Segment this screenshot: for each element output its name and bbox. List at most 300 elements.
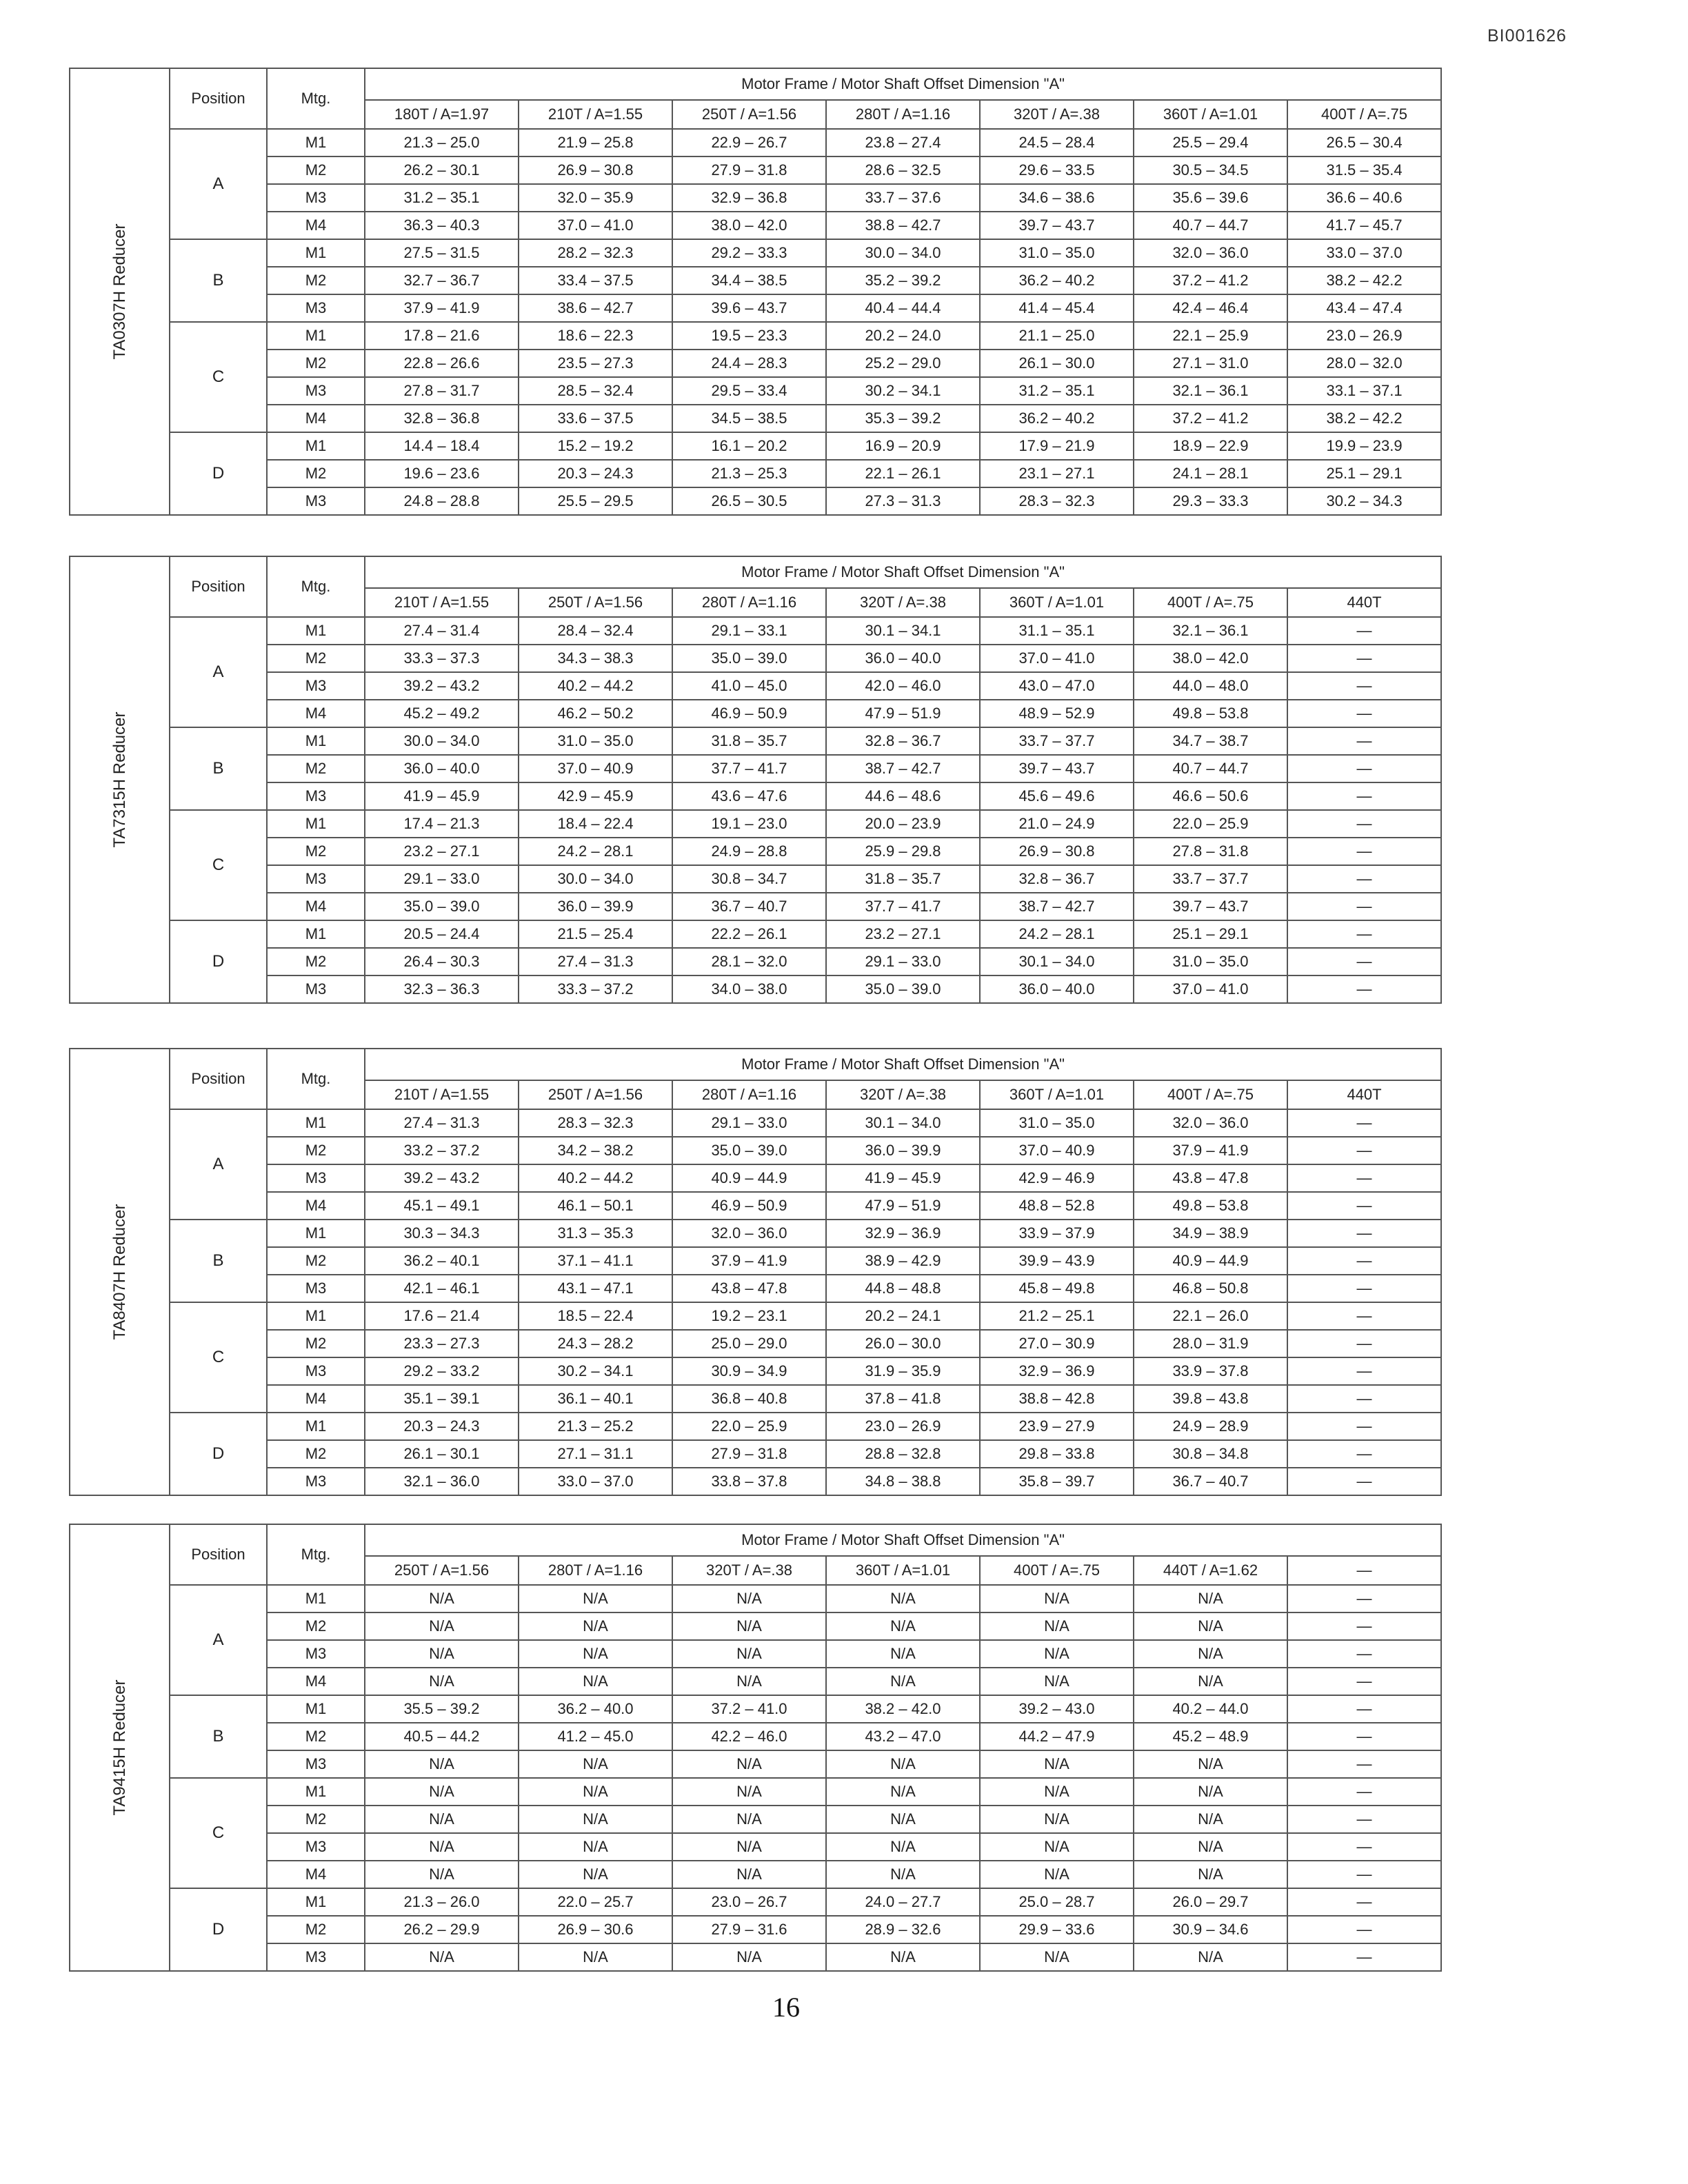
frame-header: 360T / A=1.01 bbox=[980, 588, 1134, 617]
dimension-cell: N/A bbox=[365, 1943, 519, 1971]
mtg-cell: M3 bbox=[267, 1357, 365, 1385]
dimension-cell: 32.7 – 36.7 bbox=[365, 267, 519, 294]
mtg-cell: M3 bbox=[267, 1943, 365, 1971]
dimension-cell: 25.0 – 28.7 bbox=[980, 1888, 1134, 1916]
dimension-cell: 37.2 – 41.2 bbox=[1134, 405, 1287, 432]
table-row bbox=[70, 1806, 1441, 1833]
frame-header: 400T / A=.75 bbox=[980, 1556, 1134, 1585]
dimension-cell: 40.2 – 44.0 bbox=[1134, 1695, 1287, 1723]
dimension-cell: 40.4 – 44.4 bbox=[826, 294, 980, 322]
table-row bbox=[70, 782, 1441, 810]
dimension-cell: N/A bbox=[1134, 1833, 1287, 1861]
dimension-cell: 42.2 – 46.0 bbox=[672, 1723, 826, 1750]
dimension-cell: 34.7 – 38.7 bbox=[1134, 727, 1287, 755]
dimension-cell: 34.6 – 38.6 bbox=[980, 184, 1134, 212]
position-cell: C bbox=[170, 1302, 267, 1413]
position-cell: B bbox=[170, 239, 267, 322]
table-row bbox=[70, 672, 1441, 700]
dimension-cell: 32.8 – 36.8 bbox=[365, 405, 519, 432]
table-row bbox=[70, 1220, 1441, 1247]
dimension-cell: N/A bbox=[519, 1943, 672, 1971]
dimension-cell: N/A bbox=[365, 1612, 519, 1640]
dimension-cell: 30.9 – 34.9 bbox=[672, 1357, 826, 1385]
dimension-cell: 27.0 – 30.9 bbox=[980, 1330, 1134, 1357]
frame-header: 210T / A=1.55 bbox=[365, 1080, 519, 1109]
dimension-cell: 39.7 – 43.7 bbox=[980, 755, 1134, 782]
frame-header: — bbox=[1287, 1556, 1441, 1585]
reducer-table bbox=[69, 1524, 1441, 1972]
mtg-cell: M2 bbox=[267, 1806, 365, 1833]
frame-header: 360T / A=1.01 bbox=[826, 1556, 980, 1585]
table-row bbox=[70, 1302, 1441, 1330]
dimension-cell: 38.7 – 42.7 bbox=[980, 893, 1134, 920]
position-cell: D bbox=[170, 920, 267, 1003]
dimension-cell: — bbox=[1287, 700, 1441, 727]
position-cell: B bbox=[170, 1220, 267, 1302]
dimension-cell: 33.9 – 37.9 bbox=[980, 1220, 1134, 1247]
table-row bbox=[70, 1192, 1441, 1220]
position-cell: A bbox=[170, 129, 267, 239]
table-row bbox=[70, 1164, 1441, 1192]
table-row bbox=[70, 267, 1441, 294]
table-row bbox=[70, 1413, 1441, 1440]
dimension-cell: 36.7 – 40.7 bbox=[1134, 1468, 1287, 1495]
mtg-cell: M2 bbox=[267, 1137, 365, 1164]
dimension-cell: 28.0 – 31.9 bbox=[1134, 1330, 1287, 1357]
dimension-cell: N/A bbox=[980, 1640, 1134, 1668]
dimension-cell: 38.0 – 42.0 bbox=[1134, 645, 1287, 672]
dimension-cell: 32.9 – 36.8 bbox=[672, 184, 826, 212]
dimension-cell: 29.1 – 33.0 bbox=[826, 948, 980, 975]
dimension-cell: 36.0 – 40.0 bbox=[980, 975, 1134, 1003]
dimension-cell: 36.0 – 40.0 bbox=[826, 645, 980, 672]
dimension-cell: 19.1 – 23.0 bbox=[672, 810, 826, 838]
dimension-cell: 14.4 – 18.4 bbox=[365, 432, 519, 460]
mtg-cell: M2 bbox=[267, 1916, 365, 1943]
dimension-cell: 46.2 – 50.2 bbox=[519, 700, 672, 727]
dimension-cell: — bbox=[1287, 1137, 1441, 1164]
dimension-cell: 38.2 – 42.0 bbox=[826, 1695, 980, 1723]
dimension-cell: 28.5 – 32.4 bbox=[519, 377, 672, 405]
table-row bbox=[70, 1109, 1441, 1137]
dimension-cell: 30.8 – 34.7 bbox=[672, 865, 826, 893]
dimension-cell: 28.8 – 32.8 bbox=[826, 1440, 980, 1468]
table-row bbox=[70, 1861, 1441, 1888]
table-row bbox=[70, 865, 1441, 893]
dimension-cell: 42.0 – 46.0 bbox=[826, 672, 980, 700]
dimension-cell: — bbox=[1287, 1723, 1441, 1750]
dimension-cell: 35.0 – 39.0 bbox=[826, 975, 980, 1003]
dimension-cell: 39.6 – 43.7 bbox=[672, 294, 826, 322]
dimension-cell: 17.8 – 21.6 bbox=[365, 322, 519, 350]
table-row bbox=[70, 1275, 1441, 1302]
dimension-cell: 22.8 – 26.6 bbox=[365, 350, 519, 377]
frame-header: 320T / A=.38 bbox=[826, 588, 980, 617]
dimension-cell: 19.2 – 23.1 bbox=[672, 1302, 826, 1330]
dimension-cell: N/A bbox=[672, 1612, 826, 1640]
table-row bbox=[70, 1695, 1441, 1723]
dimension-cell: 17.4 – 21.3 bbox=[365, 810, 519, 838]
table-row bbox=[70, 377, 1441, 405]
dimension-cell: 42.4 – 46.4 bbox=[1134, 294, 1287, 322]
dimension-cell: 26.1 – 30.1 bbox=[365, 1440, 519, 1468]
dimension-cell: 18.6 – 22.3 bbox=[519, 322, 672, 350]
dimension-cell: 21.3 – 26.0 bbox=[365, 1888, 519, 1916]
frame-header: 250T / A=1.56 bbox=[672, 100, 826, 129]
dimension-table bbox=[69, 556, 1442, 1004]
dimension-cell: 27.4 – 31.3 bbox=[519, 948, 672, 975]
dimension-cell: 31.0 – 35.0 bbox=[980, 1109, 1134, 1137]
dimension-cell: 27.4 – 31.4 bbox=[365, 617, 519, 645]
dimension-cell: N/A bbox=[1134, 1943, 1287, 1971]
dimension-cell: N/A bbox=[826, 1833, 980, 1861]
mtg-cell: M1 bbox=[267, 1888, 365, 1916]
dimension-cell: 33.0 – 37.0 bbox=[519, 1468, 672, 1495]
frame-header: 440T / A=1.62 bbox=[1134, 1556, 1287, 1585]
dimension-cell: 43.8 – 47.8 bbox=[672, 1275, 826, 1302]
dimension-cell: 46.9 – 50.9 bbox=[672, 1192, 826, 1220]
dimension-cell: 32.3 – 36.3 bbox=[365, 975, 519, 1003]
dimension-cell: 32.9 – 36.9 bbox=[826, 1220, 980, 1247]
dimension-cell: 25.1 – 29.1 bbox=[1134, 920, 1287, 948]
frame-header: 400T / A=.75 bbox=[1134, 1080, 1287, 1109]
frame-header: 440T bbox=[1287, 1080, 1441, 1109]
table-row bbox=[70, 1723, 1441, 1750]
dimension-cell: — bbox=[1287, 1302, 1441, 1330]
dimension-cell: 32.0 – 35.9 bbox=[519, 184, 672, 212]
dimension-cell: 26.9 – 30.8 bbox=[980, 838, 1134, 865]
table-row bbox=[70, 1916, 1441, 1943]
dimension-cell: N/A bbox=[826, 1861, 980, 1888]
position-cell: D bbox=[170, 1888, 267, 1971]
dimension-cell: 40.2 – 44.2 bbox=[519, 672, 672, 700]
mtg-cell: M4 bbox=[267, 1668, 365, 1695]
mtg-cell: M2 bbox=[267, 1440, 365, 1468]
dimension-cell: 39.9 – 43.9 bbox=[980, 1247, 1134, 1275]
frame-header: 320T / A=.38 bbox=[826, 1080, 980, 1109]
dimension-cell: 40.2 – 44.2 bbox=[519, 1164, 672, 1192]
position-cell: B bbox=[170, 727, 267, 810]
frame-group-header: Motor Frame / Motor Shaft Offset Dimension "A" bbox=[365, 1049, 1441, 1080]
dimension-cell: 31.9 – 35.9 bbox=[826, 1357, 980, 1385]
dimension-cell: 32.0 – 36.0 bbox=[672, 1220, 826, 1247]
dimension-cell: 28.9 – 32.6 bbox=[826, 1916, 980, 1943]
dimension-cell: 29.1 – 33.0 bbox=[672, 1109, 826, 1137]
position-cell: C bbox=[170, 1778, 267, 1888]
dimension-cell: 35.5 – 39.2 bbox=[365, 1695, 519, 1723]
dimension-cell: 21.2 – 25.1 bbox=[980, 1302, 1134, 1330]
mtg-cell: M2 bbox=[267, 645, 365, 672]
dimension-cell: — bbox=[1287, 838, 1441, 865]
dimension-cell: 41.7 – 45.7 bbox=[1287, 212, 1441, 239]
dimension-cell: — bbox=[1287, 1916, 1441, 1943]
dimension-cell: 39.2 – 43.0 bbox=[980, 1695, 1134, 1723]
mtg-cell: M1 bbox=[267, 239, 365, 267]
reducer-label-cell bbox=[70, 556, 170, 1003]
frame-header: 280T / A=1.16 bbox=[519, 1556, 672, 1585]
dimension-cell: 36.3 – 40.3 bbox=[365, 212, 519, 239]
dimension-cell: 24.8 – 28.8 bbox=[365, 487, 519, 515]
dimension-cell: 30.9 – 34.6 bbox=[1134, 1916, 1287, 1943]
dimension-cell: N/A bbox=[365, 1833, 519, 1861]
dimension-cell: N/A bbox=[672, 1806, 826, 1833]
dimension-cell: 21.3 – 25.3 bbox=[672, 460, 826, 487]
dimension-cell: 24.9 – 28.9 bbox=[1134, 1413, 1287, 1440]
dimension-cell: 29.2 – 33.2 bbox=[365, 1357, 519, 1385]
reducer-label-cell bbox=[70, 1524, 170, 1971]
table-row bbox=[70, 1137, 1441, 1164]
dimension-cell: 43.4 – 47.4 bbox=[1287, 294, 1441, 322]
dimension-cell: N/A bbox=[826, 1778, 980, 1806]
dimension-cell: 38.2 – 42.2 bbox=[1287, 405, 1441, 432]
dimension-cell: N/A bbox=[519, 1861, 672, 1888]
dimension-cell: — bbox=[1287, 1192, 1441, 1220]
dimension-cell: 25.9 – 29.8 bbox=[826, 838, 980, 865]
dimension-cell: 44.6 – 48.6 bbox=[826, 782, 980, 810]
dimension-cell: 28.3 – 32.3 bbox=[980, 487, 1134, 515]
table-row bbox=[70, 1440, 1441, 1468]
dimension-cell: 41.9 – 45.9 bbox=[365, 782, 519, 810]
dimension-cell: 31.0 – 35.0 bbox=[519, 727, 672, 755]
mtg-cell: M1 bbox=[267, 1778, 365, 1806]
dimension-cell: — bbox=[1287, 672, 1441, 700]
dimension-cell: 41.2 – 45.0 bbox=[519, 1723, 672, 1750]
frame-header: 360T / A=1.01 bbox=[1134, 100, 1287, 129]
frame-header: 250T / A=1.56 bbox=[519, 588, 672, 617]
dimension-cell: 32.8 – 36.7 bbox=[980, 865, 1134, 893]
dimension-cell: 35.8 – 39.7 bbox=[980, 1468, 1134, 1495]
dimension-cell: — bbox=[1287, 920, 1441, 948]
dimension-cell: 30.0 – 34.0 bbox=[365, 727, 519, 755]
dimension-cell: N/A bbox=[980, 1861, 1134, 1888]
dimension-cell: 23.2 – 27.1 bbox=[826, 920, 980, 948]
dimension-cell: 23.2 – 27.1 bbox=[365, 838, 519, 865]
dimension-cell: N/A bbox=[980, 1943, 1134, 1971]
dimension-cell: 23.8 – 27.4 bbox=[826, 129, 980, 156]
dimension-cell: N/A bbox=[1134, 1585, 1287, 1612]
frame-header: 280T / A=1.16 bbox=[672, 588, 826, 617]
dimension-cell: — bbox=[1287, 865, 1441, 893]
frame-header: 250T / A=1.56 bbox=[519, 1080, 672, 1109]
dimension-cell: N/A bbox=[672, 1861, 826, 1888]
mtg-cell: M2 bbox=[267, 460, 365, 487]
reducer-label-cell bbox=[70, 1049, 170, 1495]
dimension-cell: 33.0 – 37.0 bbox=[1287, 239, 1441, 267]
dimension-cell: N/A bbox=[826, 1750, 980, 1778]
dimension-cell: N/A bbox=[980, 1833, 1134, 1861]
dimension-cell: 25.1 – 29.1 bbox=[1287, 460, 1441, 487]
table-row bbox=[70, 755, 1441, 782]
dimension-cell: — bbox=[1287, 1695, 1441, 1723]
dimension-cell: — bbox=[1287, 1357, 1441, 1385]
mtg-cell: M3 bbox=[267, 1640, 365, 1668]
mtg-cell: M3 bbox=[267, 1164, 365, 1192]
reducer-label-cell bbox=[70, 68, 170, 515]
table-row bbox=[70, 460, 1441, 487]
mtg-cell: M2 bbox=[267, 267, 365, 294]
dimension-cell: 31.5 – 35.4 bbox=[1287, 156, 1441, 184]
mtg-cell: M2 bbox=[267, 948, 365, 975]
mtg-cell: M1 bbox=[267, 727, 365, 755]
dimension-cell: 32.1 – 36.0 bbox=[365, 1468, 519, 1495]
dimension-cell: 37.0 – 41.0 bbox=[519, 212, 672, 239]
mtg-cell: M2 bbox=[267, 1723, 365, 1750]
table-row bbox=[70, 350, 1441, 377]
dimension-cell: 26.2 – 30.1 bbox=[365, 156, 519, 184]
mtg-cell: M3 bbox=[267, 1750, 365, 1778]
mtg-cell: M1 bbox=[267, 1109, 365, 1137]
table-row bbox=[70, 838, 1441, 865]
dimension-cell: 34.2 – 38.2 bbox=[519, 1137, 672, 1164]
table-row bbox=[70, 700, 1441, 727]
dimension-cell: 29.5 – 33.4 bbox=[672, 377, 826, 405]
table-row bbox=[70, 1330, 1441, 1357]
dimension-cell: 24.9 – 28.8 bbox=[672, 838, 826, 865]
dimension-cell: 38.9 – 42.9 bbox=[826, 1247, 980, 1275]
dimension-cell: — bbox=[1287, 1468, 1441, 1495]
dimension-cell: — bbox=[1287, 782, 1441, 810]
dimension-cell: 40.9 – 44.9 bbox=[672, 1164, 826, 1192]
reducer-label: TA0307H Reducer bbox=[110, 223, 129, 360]
dimension-cell: 28.6 – 32.5 bbox=[826, 156, 980, 184]
mtg-cell: M4 bbox=[267, 700, 365, 727]
dimension-cell: N/A bbox=[519, 1668, 672, 1695]
dimension-cell: 31.0 – 35.0 bbox=[980, 239, 1134, 267]
dimension-cell: 30.3 – 34.3 bbox=[365, 1220, 519, 1247]
dimension-cell: 32.0 – 36.0 bbox=[1134, 239, 1287, 267]
dimension-cell: 27.8 – 31.8 bbox=[1134, 838, 1287, 865]
dimension-cell: 44.0 – 48.0 bbox=[1134, 672, 1287, 700]
dimension-cell: 40.7 – 44.7 bbox=[1134, 212, 1287, 239]
page-number: 16 bbox=[772, 1992, 800, 2023]
dimension-cell: 29.1 – 33.0 bbox=[365, 865, 519, 893]
mtg-cell: M3 bbox=[267, 184, 365, 212]
table-row bbox=[70, 1468, 1441, 1495]
table-row bbox=[70, 184, 1441, 212]
dimension-cell: 42.9 – 45.9 bbox=[519, 782, 672, 810]
dimension-cell: N/A bbox=[1134, 1640, 1287, 1668]
mtg-cell: M1 bbox=[267, 810, 365, 838]
dimension-cell: 35.6 – 39.6 bbox=[1134, 184, 1287, 212]
mtg-cell: M1 bbox=[267, 920, 365, 948]
dimension-cell: 48.8 – 52.8 bbox=[980, 1192, 1134, 1220]
dimension-cell: N/A bbox=[519, 1750, 672, 1778]
dimension-cell: N/A bbox=[980, 1750, 1134, 1778]
mtg-cell: M3 bbox=[267, 377, 365, 405]
dimension-cell: 28.2 – 32.3 bbox=[519, 239, 672, 267]
dimension-cell: 26.1 – 30.0 bbox=[980, 350, 1134, 377]
frame-header: 320T / A=.38 bbox=[672, 1556, 826, 1585]
dimension-cell: 29.8 – 33.8 bbox=[980, 1440, 1134, 1468]
dimension-cell: 33.2 – 37.2 bbox=[365, 1137, 519, 1164]
dimension-cell: — bbox=[1287, 1833, 1441, 1861]
dimension-cell: N/A bbox=[672, 1750, 826, 1778]
mtg-cell: M3 bbox=[267, 294, 365, 322]
reducer-label: TA9415H Reducer bbox=[110, 1679, 129, 1816]
mtg-cell: M4 bbox=[267, 1385, 365, 1413]
position-header: Position bbox=[170, 1049, 267, 1109]
dimension-cell: 37.9 – 41.9 bbox=[365, 294, 519, 322]
mtg-cell: M3 bbox=[267, 975, 365, 1003]
dimension-cell: — bbox=[1287, 1164, 1441, 1192]
dimension-cell: 41.0 – 45.0 bbox=[672, 672, 826, 700]
dimension-cell: N/A bbox=[1134, 1861, 1287, 1888]
dimension-cell: N/A bbox=[1134, 1612, 1287, 1640]
dimension-cell: 35.0 – 39.0 bbox=[672, 645, 826, 672]
frame-group-header: Motor Frame / Motor Shaft Offset Dimension "A" bbox=[365, 1524, 1441, 1556]
dimension-cell: 24.2 – 28.1 bbox=[519, 838, 672, 865]
dimension-cell: 33.6 – 37.5 bbox=[519, 405, 672, 432]
dimension-cell: 31.2 – 35.1 bbox=[980, 377, 1134, 405]
dimension-cell: 33.3 – 37.2 bbox=[519, 975, 672, 1003]
dimension-cell: 22.1 – 26.1 bbox=[826, 460, 980, 487]
mtg-cell: M3 bbox=[267, 1468, 365, 1495]
dimension-cell: 21.5 – 25.4 bbox=[519, 920, 672, 948]
position-cell: A bbox=[170, 1585, 267, 1695]
dimension-cell: 23.0 – 26.7 bbox=[672, 1888, 826, 1916]
dimension-cell: 27.8 – 31.7 bbox=[365, 377, 519, 405]
position-header: Position bbox=[170, 1524, 267, 1585]
dimension-cell: 25.5 – 29.5 bbox=[519, 487, 672, 515]
mtg-cell: M1 bbox=[267, 617, 365, 645]
dimension-cell: 43.6 – 47.6 bbox=[672, 782, 826, 810]
dimension-cell: 27.9 – 31.6 bbox=[672, 1916, 826, 1943]
dimension-cell: 37.9 – 41.9 bbox=[672, 1247, 826, 1275]
mtg-cell: M3 bbox=[267, 782, 365, 810]
mtg-cell: M2 bbox=[267, 156, 365, 184]
frame-group-header: Motor Frame / Motor Shaft Offset Dimension "A" bbox=[365, 68, 1441, 100]
dimension-cell: 40.7 – 44.7 bbox=[1134, 755, 1287, 782]
mtg-cell: M2 bbox=[267, 838, 365, 865]
dimension-cell: 28.4 – 32.4 bbox=[519, 617, 672, 645]
table-row bbox=[70, 1778, 1441, 1806]
table-row bbox=[70, 239, 1441, 267]
mtg-cell: M3 bbox=[267, 672, 365, 700]
dimension-cell: 37.9 – 41.9 bbox=[1134, 1137, 1287, 1164]
table-row bbox=[70, 893, 1441, 920]
mtg-cell: M4 bbox=[267, 212, 365, 239]
dimension-cell: 24.3 – 28.2 bbox=[519, 1330, 672, 1357]
table-row bbox=[70, 727, 1441, 755]
dimension-cell: — bbox=[1287, 755, 1441, 782]
dimension-cell: — bbox=[1287, 948, 1441, 975]
dimension-cell: N/A bbox=[519, 1585, 672, 1612]
dimension-cell: 47.9 – 51.9 bbox=[826, 1192, 980, 1220]
dimension-cell: 33.3 – 37.3 bbox=[365, 645, 519, 672]
dimension-cell: N/A bbox=[826, 1943, 980, 1971]
mtg-cell: M1 bbox=[267, 1413, 365, 1440]
frame-header: 360T / A=1.01 bbox=[980, 1080, 1134, 1109]
dimension-cell: — bbox=[1287, 893, 1441, 920]
dimension-cell: 36.6 – 40.6 bbox=[1287, 184, 1441, 212]
dimension-cell: 21.3 – 25.2 bbox=[519, 1413, 672, 1440]
dimension-cell: 26.5 – 30.5 bbox=[672, 487, 826, 515]
frame-header: 440T bbox=[1287, 588, 1441, 617]
dimension-cell: 34.3 – 38.3 bbox=[519, 645, 672, 672]
dimension-cell: 34.8 – 38.8 bbox=[826, 1468, 980, 1495]
dimension-cell: 23.1 – 27.1 bbox=[980, 460, 1134, 487]
dimension-cell: 23.5 – 27.3 bbox=[519, 350, 672, 377]
dimension-cell: 41.4 – 45.4 bbox=[980, 294, 1134, 322]
dimension-cell: 35.0 – 39.0 bbox=[672, 1137, 826, 1164]
dimension-cell: 22.1 – 26.0 bbox=[1134, 1302, 1287, 1330]
dimension-cell: 22.1 – 25.9 bbox=[1134, 322, 1287, 350]
dimension-cell: 30.1 – 34.0 bbox=[980, 948, 1134, 975]
dimension-cell: 23.3 – 27.3 bbox=[365, 1330, 519, 1357]
dimension-cell: 34.9 – 38.9 bbox=[1134, 1220, 1287, 1247]
dimension-cell: 31.1 – 35.1 bbox=[980, 617, 1134, 645]
dimension-cell: 30.2 – 34.1 bbox=[826, 377, 980, 405]
